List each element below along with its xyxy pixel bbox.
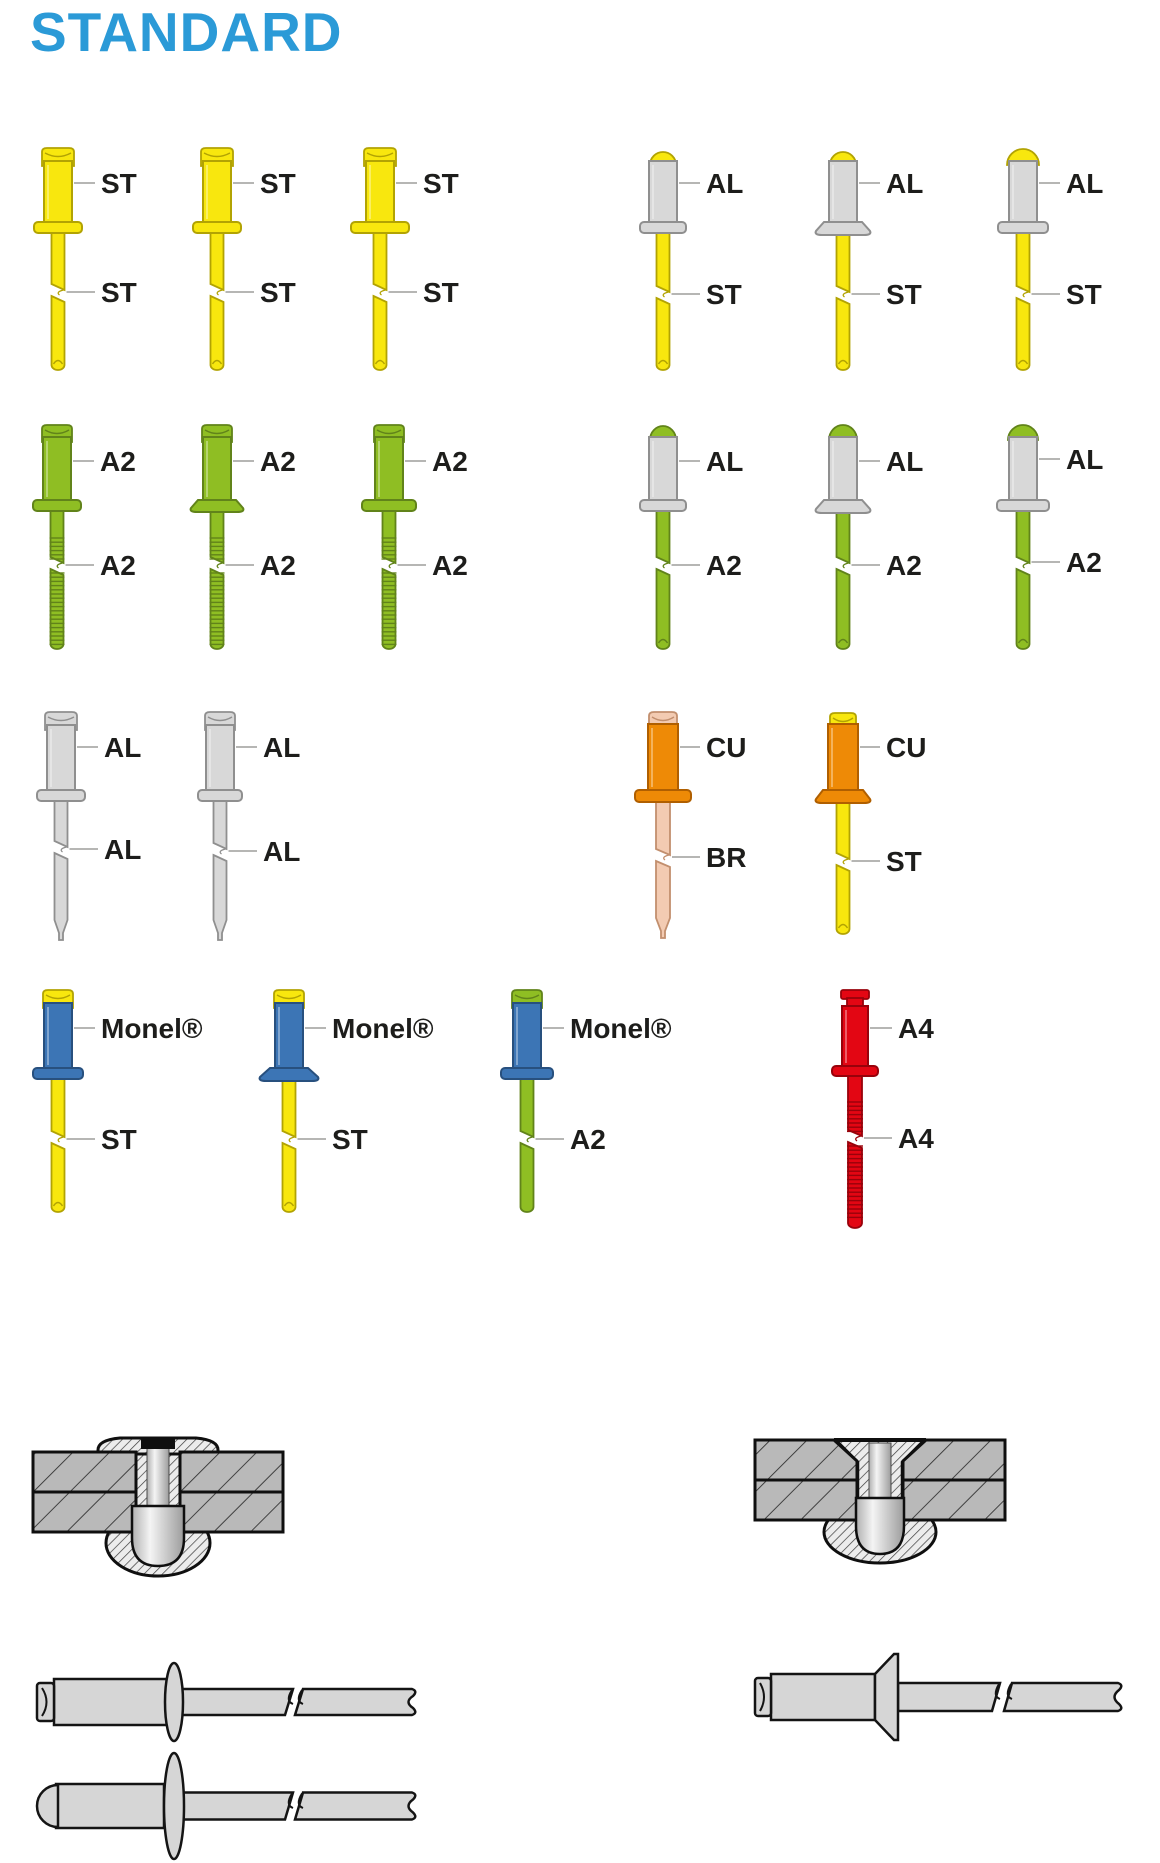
flange	[816, 222, 871, 235]
break-mark	[217, 563, 222, 568]
material-label: AL	[1066, 444, 1104, 475]
material-label: ST	[101, 277, 137, 308]
material-label: Monel®	[332, 1013, 434, 1044]
material-label: ST	[886, 279, 922, 310]
material-label: A2	[570, 1124, 606, 1155]
rivet-st-st	[351, 148, 459, 370]
flange	[640, 222, 686, 233]
stem-lower	[55, 853, 68, 940]
rivet-cu-br	[635, 712, 746, 938]
flange	[191, 500, 244, 512]
stem-lower	[837, 569, 850, 649]
break-mark	[380, 290, 385, 295]
material-label: AL	[104, 732, 142, 763]
stem-lower	[52, 1143, 65, 1212]
flange	[33, 1068, 83, 1079]
stem-lower	[374, 296, 387, 370]
material-label: A2	[432, 446, 468, 477]
rivet-al-a2	[640, 426, 743, 649]
stem-upper	[374, 233, 387, 290]
rivet-a4-a4	[832, 990, 934, 1228]
break-mark	[843, 859, 848, 864]
material-label: AL	[104, 834, 142, 865]
break-mark	[289, 1137, 294, 1142]
stem-lower	[837, 298, 850, 370]
material-label: AL	[263, 732, 301, 763]
stem-upper	[657, 233, 670, 292]
material-label: A2	[100, 550, 136, 581]
rivet-a2-a2	[191, 425, 296, 649]
break-mark	[663, 563, 668, 568]
stem-inner-segment	[179, 1689, 293, 1715]
stem-upper	[52, 233, 65, 290]
break-mark	[1023, 292, 1028, 297]
stem-lower	[521, 1143, 534, 1212]
plate	[180, 1492, 283, 1532]
plate	[755, 1440, 857, 1480]
flange	[875, 1654, 898, 1740]
mandrel-head	[856, 1498, 904, 1554]
flange	[260, 1068, 319, 1081]
stem-lower	[283, 1143, 296, 1212]
break-mark	[57, 563, 62, 568]
material-label: ST	[423, 277, 459, 308]
flange	[816, 500, 871, 513]
material-label: ST	[260, 277, 296, 308]
stem-upper	[837, 803, 850, 859]
plate	[180, 1452, 283, 1492]
plate	[755, 1480, 857, 1520]
flange	[33, 500, 81, 511]
material-label: CU	[886, 732, 927, 763]
stem-upper	[657, 511, 670, 563]
material-label: ST	[101, 1124, 137, 1155]
stem-upper	[55, 801, 68, 847]
material-label: A2	[100, 446, 136, 477]
break-mark	[664, 855, 669, 860]
flange	[34, 222, 82, 233]
material-label: ST	[1066, 279, 1102, 310]
flange	[198, 790, 242, 801]
stem-upper	[656, 802, 670, 855]
stem-outer-segment	[295, 1793, 415, 1820]
material-label: A2	[1066, 547, 1102, 578]
stem-lower	[1017, 569, 1030, 649]
material-label: A2	[706, 550, 742, 581]
flange	[640, 500, 686, 511]
rivet-body	[56, 1784, 164, 1828]
flange	[164, 1753, 184, 1859]
material-label: BR	[706, 842, 747, 873]
rivet-st-st	[34, 148, 137, 370]
rivet-monel-st	[260, 990, 434, 1212]
plate	[33, 1492, 136, 1532]
stem-lower	[211, 296, 224, 370]
stem-lower	[52, 296, 65, 370]
break-mark	[58, 290, 63, 295]
stem-outer-segment	[295, 1689, 415, 1715]
break-mark	[527, 1137, 532, 1142]
rivet-a2-a2	[362, 425, 468, 649]
cross-section-dome-head	[33, 1438, 283, 1576]
flange	[816, 790, 871, 803]
rivet-monel-a2	[501, 990, 672, 1212]
flange	[501, 1068, 553, 1079]
stem-upper	[837, 235, 850, 292]
flange	[998, 222, 1048, 233]
break-mark	[663, 292, 668, 297]
side-view-rivet-dome-disc	[37, 1753, 415, 1859]
rivet-st-st	[193, 148, 296, 370]
flange	[997, 500, 1049, 511]
material-label: A2	[260, 446, 296, 477]
stem-lower	[1017, 298, 1030, 370]
rivet-body	[54, 1679, 167, 1725]
stem-upper	[214, 801, 227, 849]
material-label: AL	[263, 836, 301, 867]
mandrel-head	[132, 1506, 184, 1566]
material-label: AL	[706, 168, 744, 199]
stem-lower	[657, 298, 670, 370]
flange	[351, 222, 409, 233]
rivet-al-al	[198, 712, 300, 940]
material-label: AL	[1066, 168, 1104, 199]
stem-upper	[52, 1079, 65, 1137]
stem-upper	[1017, 511, 1030, 563]
material-label: ST	[886, 846, 922, 877]
material-label: ST	[101, 168, 137, 199]
material-label: A2	[886, 550, 922, 581]
flange	[362, 500, 416, 511]
material-label: ST	[260, 168, 296, 199]
side-view-rivet-cup-cone	[755, 1654, 1121, 1740]
material-label: AL	[886, 168, 924, 199]
material-label: ST	[423, 168, 459, 199]
rivet-monel-st	[33, 990, 203, 1212]
stem-upper	[1017, 233, 1030, 292]
material-label: AL	[706, 446, 744, 477]
rivet-al-al	[37, 712, 141, 940]
material-label: Monel®	[101, 1013, 203, 1044]
break-mark	[843, 292, 848, 297]
material-label: AL	[886, 446, 924, 477]
mandrel-stem	[869, 1443, 891, 1501]
material-label: ST	[332, 1124, 368, 1155]
stem-lower	[657, 569, 670, 649]
flush-head-line	[834, 1438, 926, 1442]
flange	[832, 1066, 878, 1076]
stem-upper	[837, 513, 850, 563]
material-label: A2	[432, 550, 468, 581]
material-label: Monel®	[570, 1013, 672, 1044]
material-label: A4	[898, 1123, 934, 1154]
mandrel-stem	[147, 1441, 169, 1511]
rivet-body	[771, 1674, 875, 1720]
stem-lower	[656, 861, 670, 938]
rivet-cu-st	[816, 713, 927, 934]
break-mark	[217, 290, 222, 295]
material-label: A4	[898, 1013, 934, 1044]
break-mark	[58, 1137, 63, 1142]
plate	[903, 1480, 1005, 1520]
rivet-al-a2	[816, 425, 924, 649]
rivet-al-a2	[997, 425, 1103, 649]
stem-lower	[837, 865, 850, 934]
stem-upper	[283, 1081, 296, 1137]
rivet-al-st	[816, 152, 924, 370]
plate	[33, 1452, 136, 1492]
break-mark	[389, 563, 394, 568]
stem-lower	[214, 855, 227, 940]
material-label: CU	[706, 732, 747, 763]
stem-upper	[521, 1079, 534, 1137]
break-mark	[1023, 563, 1028, 568]
break-mark	[220, 849, 225, 854]
stem-inner-segment	[180, 1793, 293, 1820]
stem-inner-segment	[898, 1683, 1000, 1711]
material-label: ST	[706, 279, 742, 310]
material-label: A2	[260, 550, 296, 581]
flange	[635, 790, 691, 802]
side-view-rivet-cup-disc	[37, 1663, 415, 1741]
flange	[165, 1663, 183, 1741]
flange	[193, 222, 241, 233]
break-mark	[856, 1136, 861, 1141]
stem-upper	[211, 233, 224, 290]
break-mark	[61, 847, 66, 852]
dome-head	[37, 1785, 58, 1827]
rivet-al-st	[640, 152, 743, 370]
rivet-al-st	[998, 149, 1103, 370]
break-mark	[843, 563, 848, 568]
plate	[903, 1440, 1005, 1480]
broken-mandrel-top	[141, 1438, 175, 1449]
rivet-a2-a2	[33, 425, 136, 649]
page-title: STANDARD	[30, 1, 343, 63]
cross-section-countersunk-head	[755, 1438, 1005, 1563]
stem-outer-segment	[1004, 1683, 1121, 1711]
flange	[37, 790, 85, 801]
